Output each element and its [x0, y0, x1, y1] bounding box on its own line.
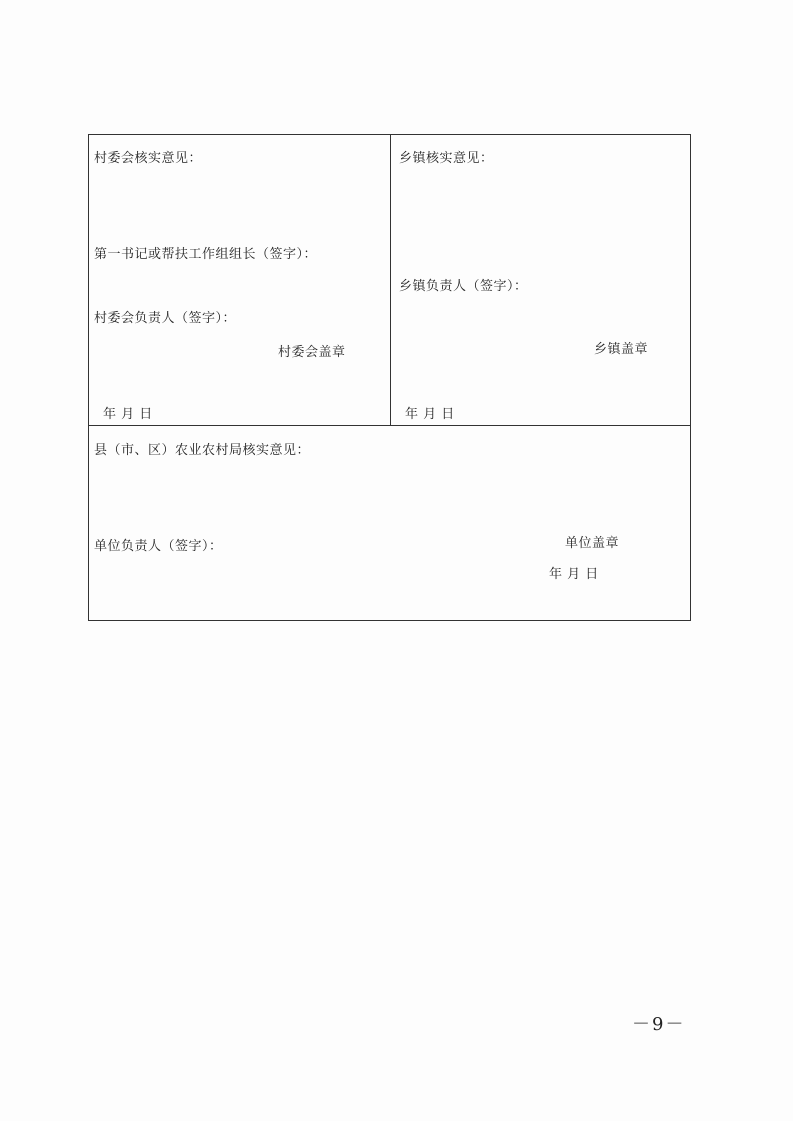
- row-divider: [89, 425, 690, 426]
- village-seal-label: 村委会盖章: [278, 345, 346, 360]
- first-secretary-signature-label: 第一书记或帮扶工作组组长（签字）：: [94, 247, 318, 262]
- unit-head-signature-label: 单位负责人（签字）：: [94, 539, 223, 554]
- page-number: －9－: [632, 1014, 686, 1035]
- column-divider: [390, 135, 391, 425]
- township-date-label: 年 月 日: [405, 407, 455, 422]
- county-date-label: 年 月 日: [549, 567, 599, 582]
- county-opinion-label: 县（市、区）农业农村局核实意见：: [94, 443, 311, 458]
- village-date-label: 年 月 日: [103, 407, 153, 422]
- township-opinion-label: 乡镇核实意见：: [399, 151, 494, 166]
- verification-form-table: [88, 134, 691, 621]
- village-head-signature-label: 村委会负责人（签字）：: [94, 311, 237, 326]
- village-opinion-label: 村委会核实意见：: [94, 151, 203, 166]
- township-head-signature-label: 乡镇负责人（签字）：: [399, 279, 528, 294]
- unit-seal-label: 单位盖章: [565, 536, 620, 551]
- township-seal-label: 乡镇盖章: [594, 342, 649, 357]
